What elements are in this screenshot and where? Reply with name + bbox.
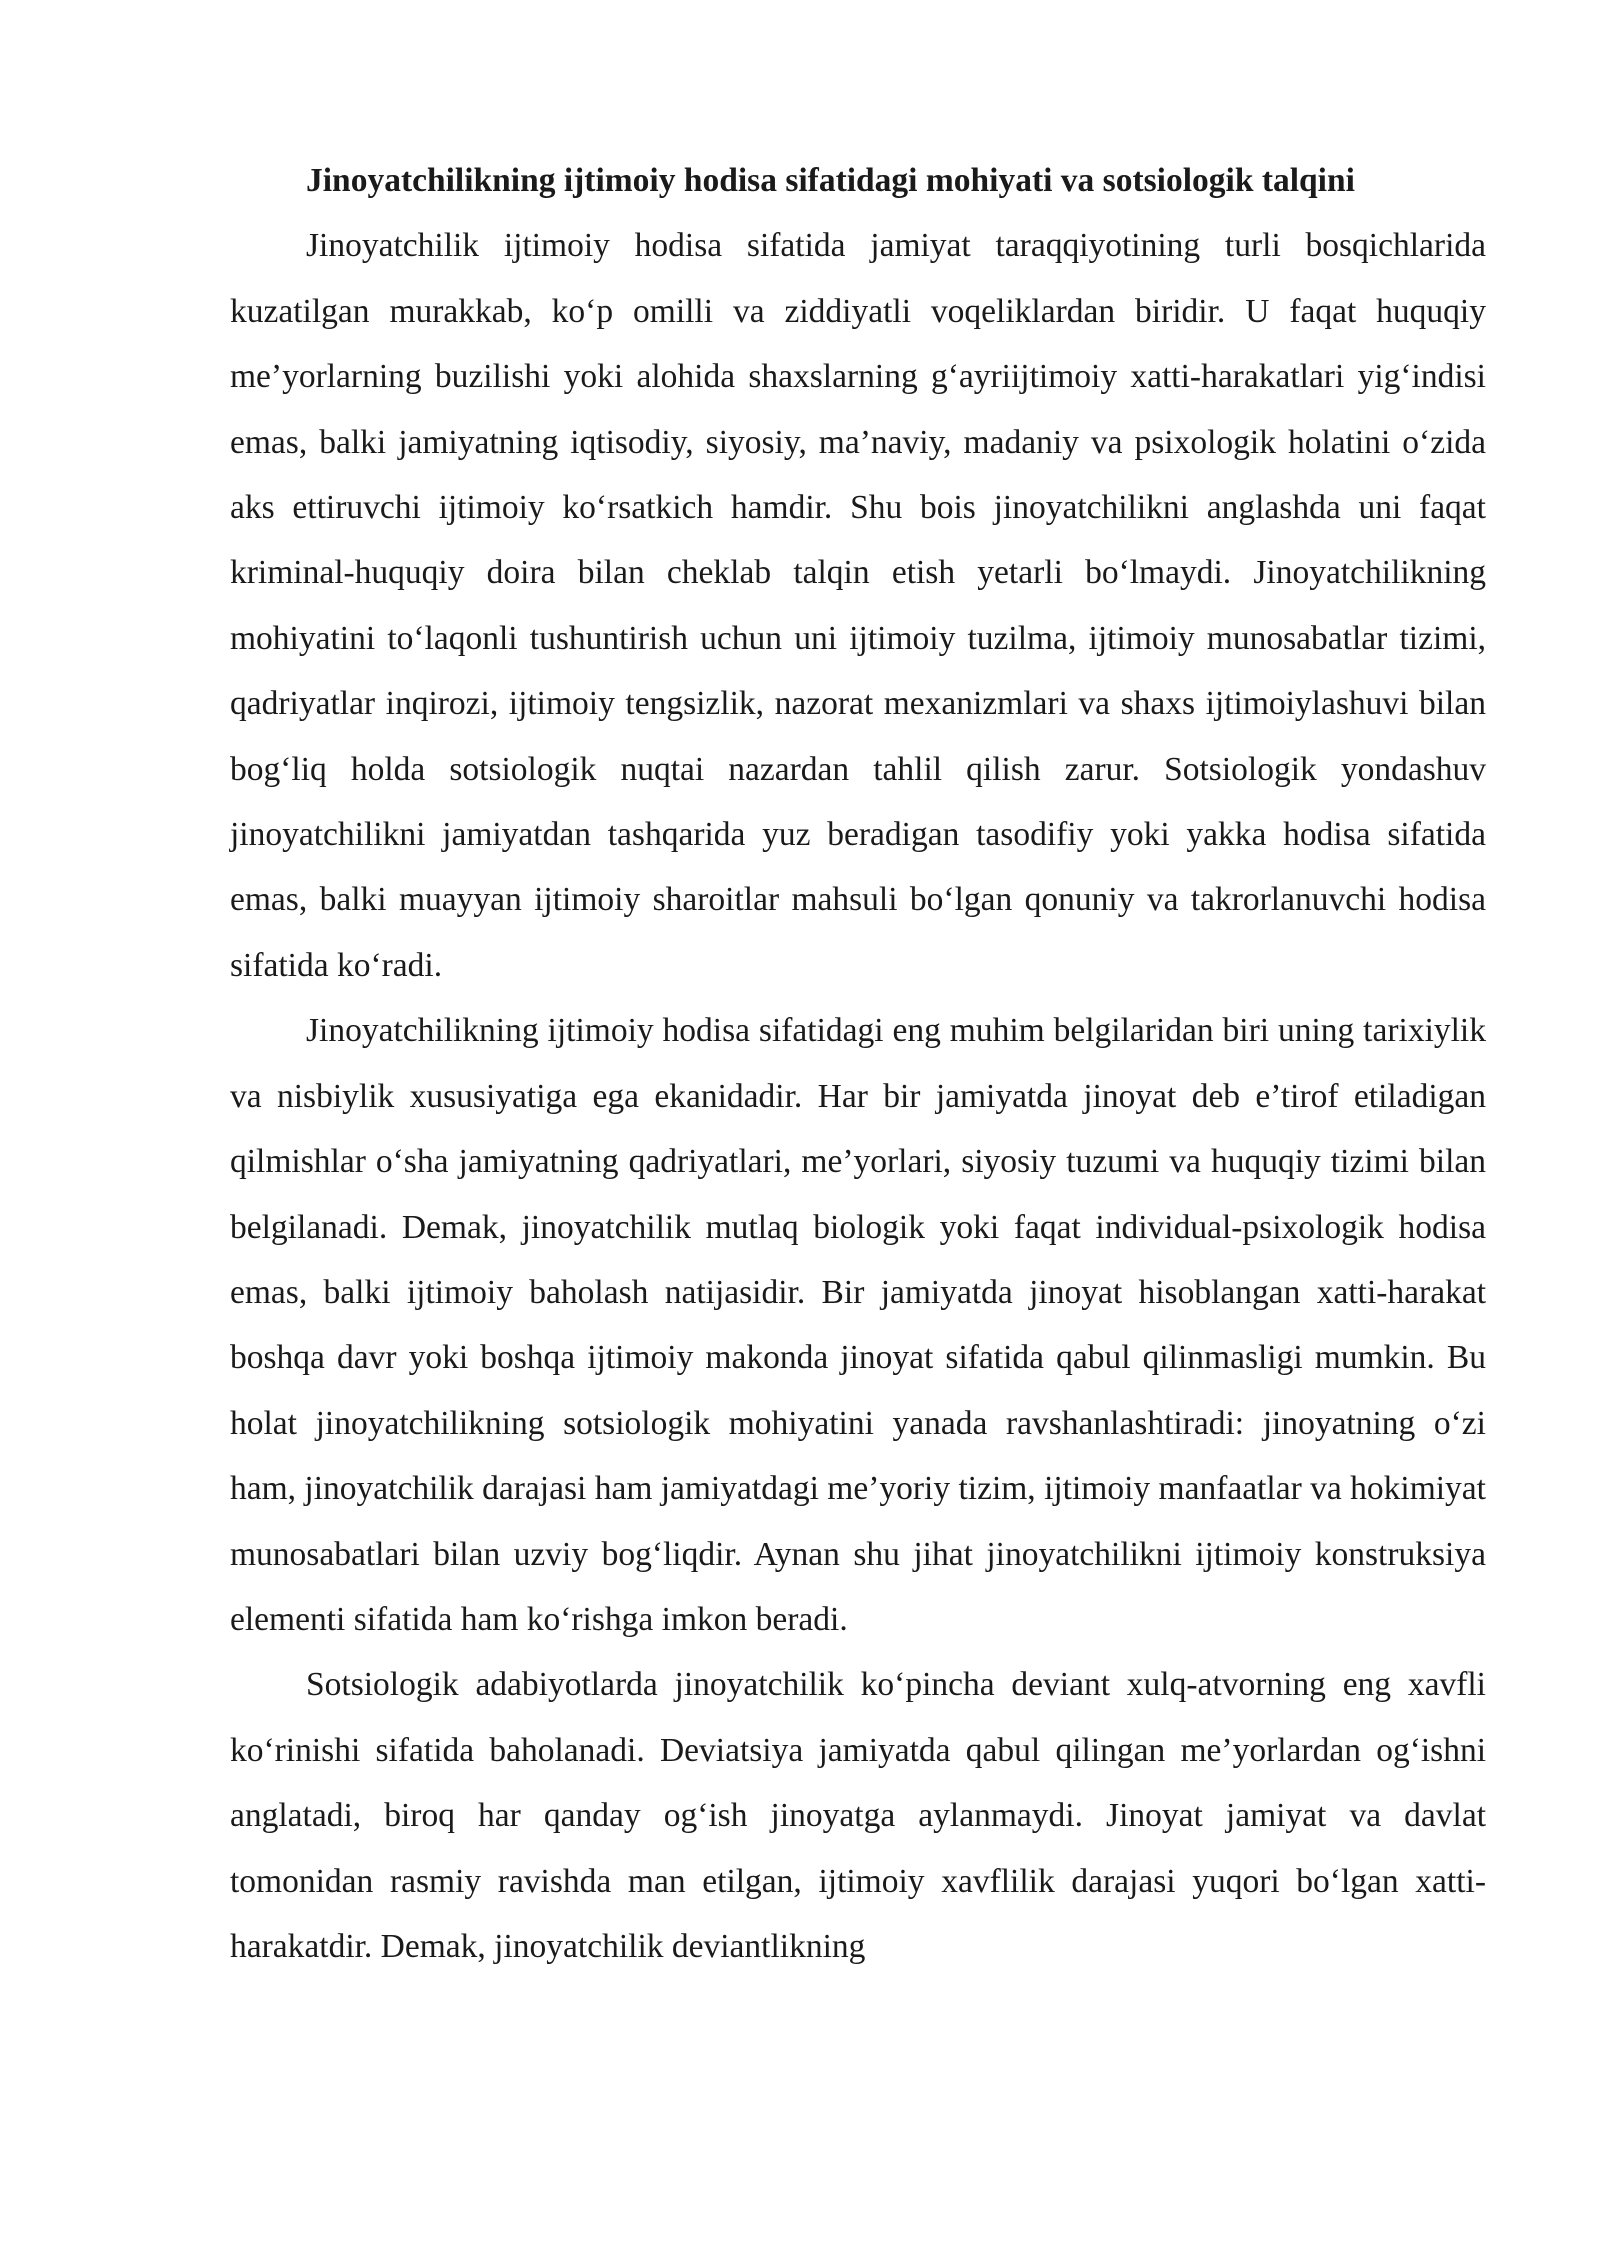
paragraph-2: Jinoyatchilikning ijtimoiy hodisa sifatidagi eng muhim belgilaridan biri uning tarixiylik va nisbiylik xususiyatiga ega ekanidadir. Har bir jamiyatda jinoyat deb e’tirof etiladigan qilmishlar o‘sha jamiyatning qadriyatlari, me’yorlari, siyosiy tuzumi va huquqiy tizimi bilan belgilanadi. Demak, jinoyatchilik mutlaq biologik yoki faqat individual-psixologik hodisa emas, balki ijtimoiy baholash natijasidir. Bir jamiyatda jinoyat hisoblangan xatti-harakat boshqa davr yoki boshqa ijtimoiy makonda jinoyat sifatida qabul qilinmasligi mumkin. Bu holat jinoyatchilikning sotsiologik mohiyatini yanada ravshanlashtiradi: jinoyatning o‘zi ham, jinoyatchilik darajasi ham jamiyatdagi me’yoriy tizim, ijtimoiy manfaatlar va hokimiyat munosabatlari bilan uzviy bog‘liqdir. Aynan shu jihat jinoyatchilikni ijtimoiy konstruksiya elementi sifatida ham ko‘rishga imkon beradi. bbox=[230, 1012, 1486, 1638]
paragraph-1: Jinoyatchilik ijtimoiy hodisa sifatida jamiyat taraqqiyotining turli bosqichlarida kuzatilgan murakkab, ko‘p omilli va ziddiyatli voqeliklardan biridir. U faqat huquqiy me’yorlarning buzilishi yoki alohida shaxslarning g‘ayriijtimoiy xatti-harakatlari yig‘indisi emas, balki jamiyatning iqtisodiy, siyosiy, ma’naviy, madaniy va psixologik holatini o‘zida aks ettiruvchi ijtimoiy ko‘rsatkich hamdir. Shu bois jinoyatchilikni anglashda uni faqat kriminal-huquqiy doira bilan cheklab talqin etish yetarli bo‘lmaydi. Jinoyatchilikning mohiyatini to‘laqonli tushuntirish uchun uni ijtimoiy tuzilma, ijtimoiy munosabatlar tizimi, qadriyatlar inqirozi, ijtimoiy tengsizlik, nazorat mexanizmlari va shaxs ijtimoiylashuvi bilan bog‘liq holda sotsiologik nuqtai nazardan tahlil qilish zarur. Sotsiologik yondashuv jinoyatchilikni jamiyatdan tashqarida yuz beradigan tasodifiy yoki yakka hodisa sifatida emas, balki muayyan ijtimoiy sharoitlar mahsuli bo‘lgan qonuniy va takrorlanuvchi hodisa sifatida ko‘radi. bbox=[230, 227, 1486, 984]
paragraph-3: Sotsiologik adabiyotlarda jinoyatchilik ko‘pincha deviant xulq-atvorning eng xavfli ko‘rinishi sifatida baholanadi. Deviatsiya jamiyatda qabul qilingan me’yorlardan og‘ishni anglatadi, biroq har qanday og‘ish jinoyatga aylanmaydi. Jinoyat jamiyat va davlat tomonidan rasmiy ravishda man etilgan, ijtimoiy xavflilik darajasi yuqori bo‘lgan xatti-harakatdir. Demak, jinoyatchilik deviantlikning bbox=[230, 1666, 1486, 1965]
document-body bbox=[230, 148, 1486, 1979]
document-title: Jinoyatchilikning ijtimoiy hodisa sifatidagi mohiyati va sotsiologik talqini bbox=[306, 162, 1355, 199]
